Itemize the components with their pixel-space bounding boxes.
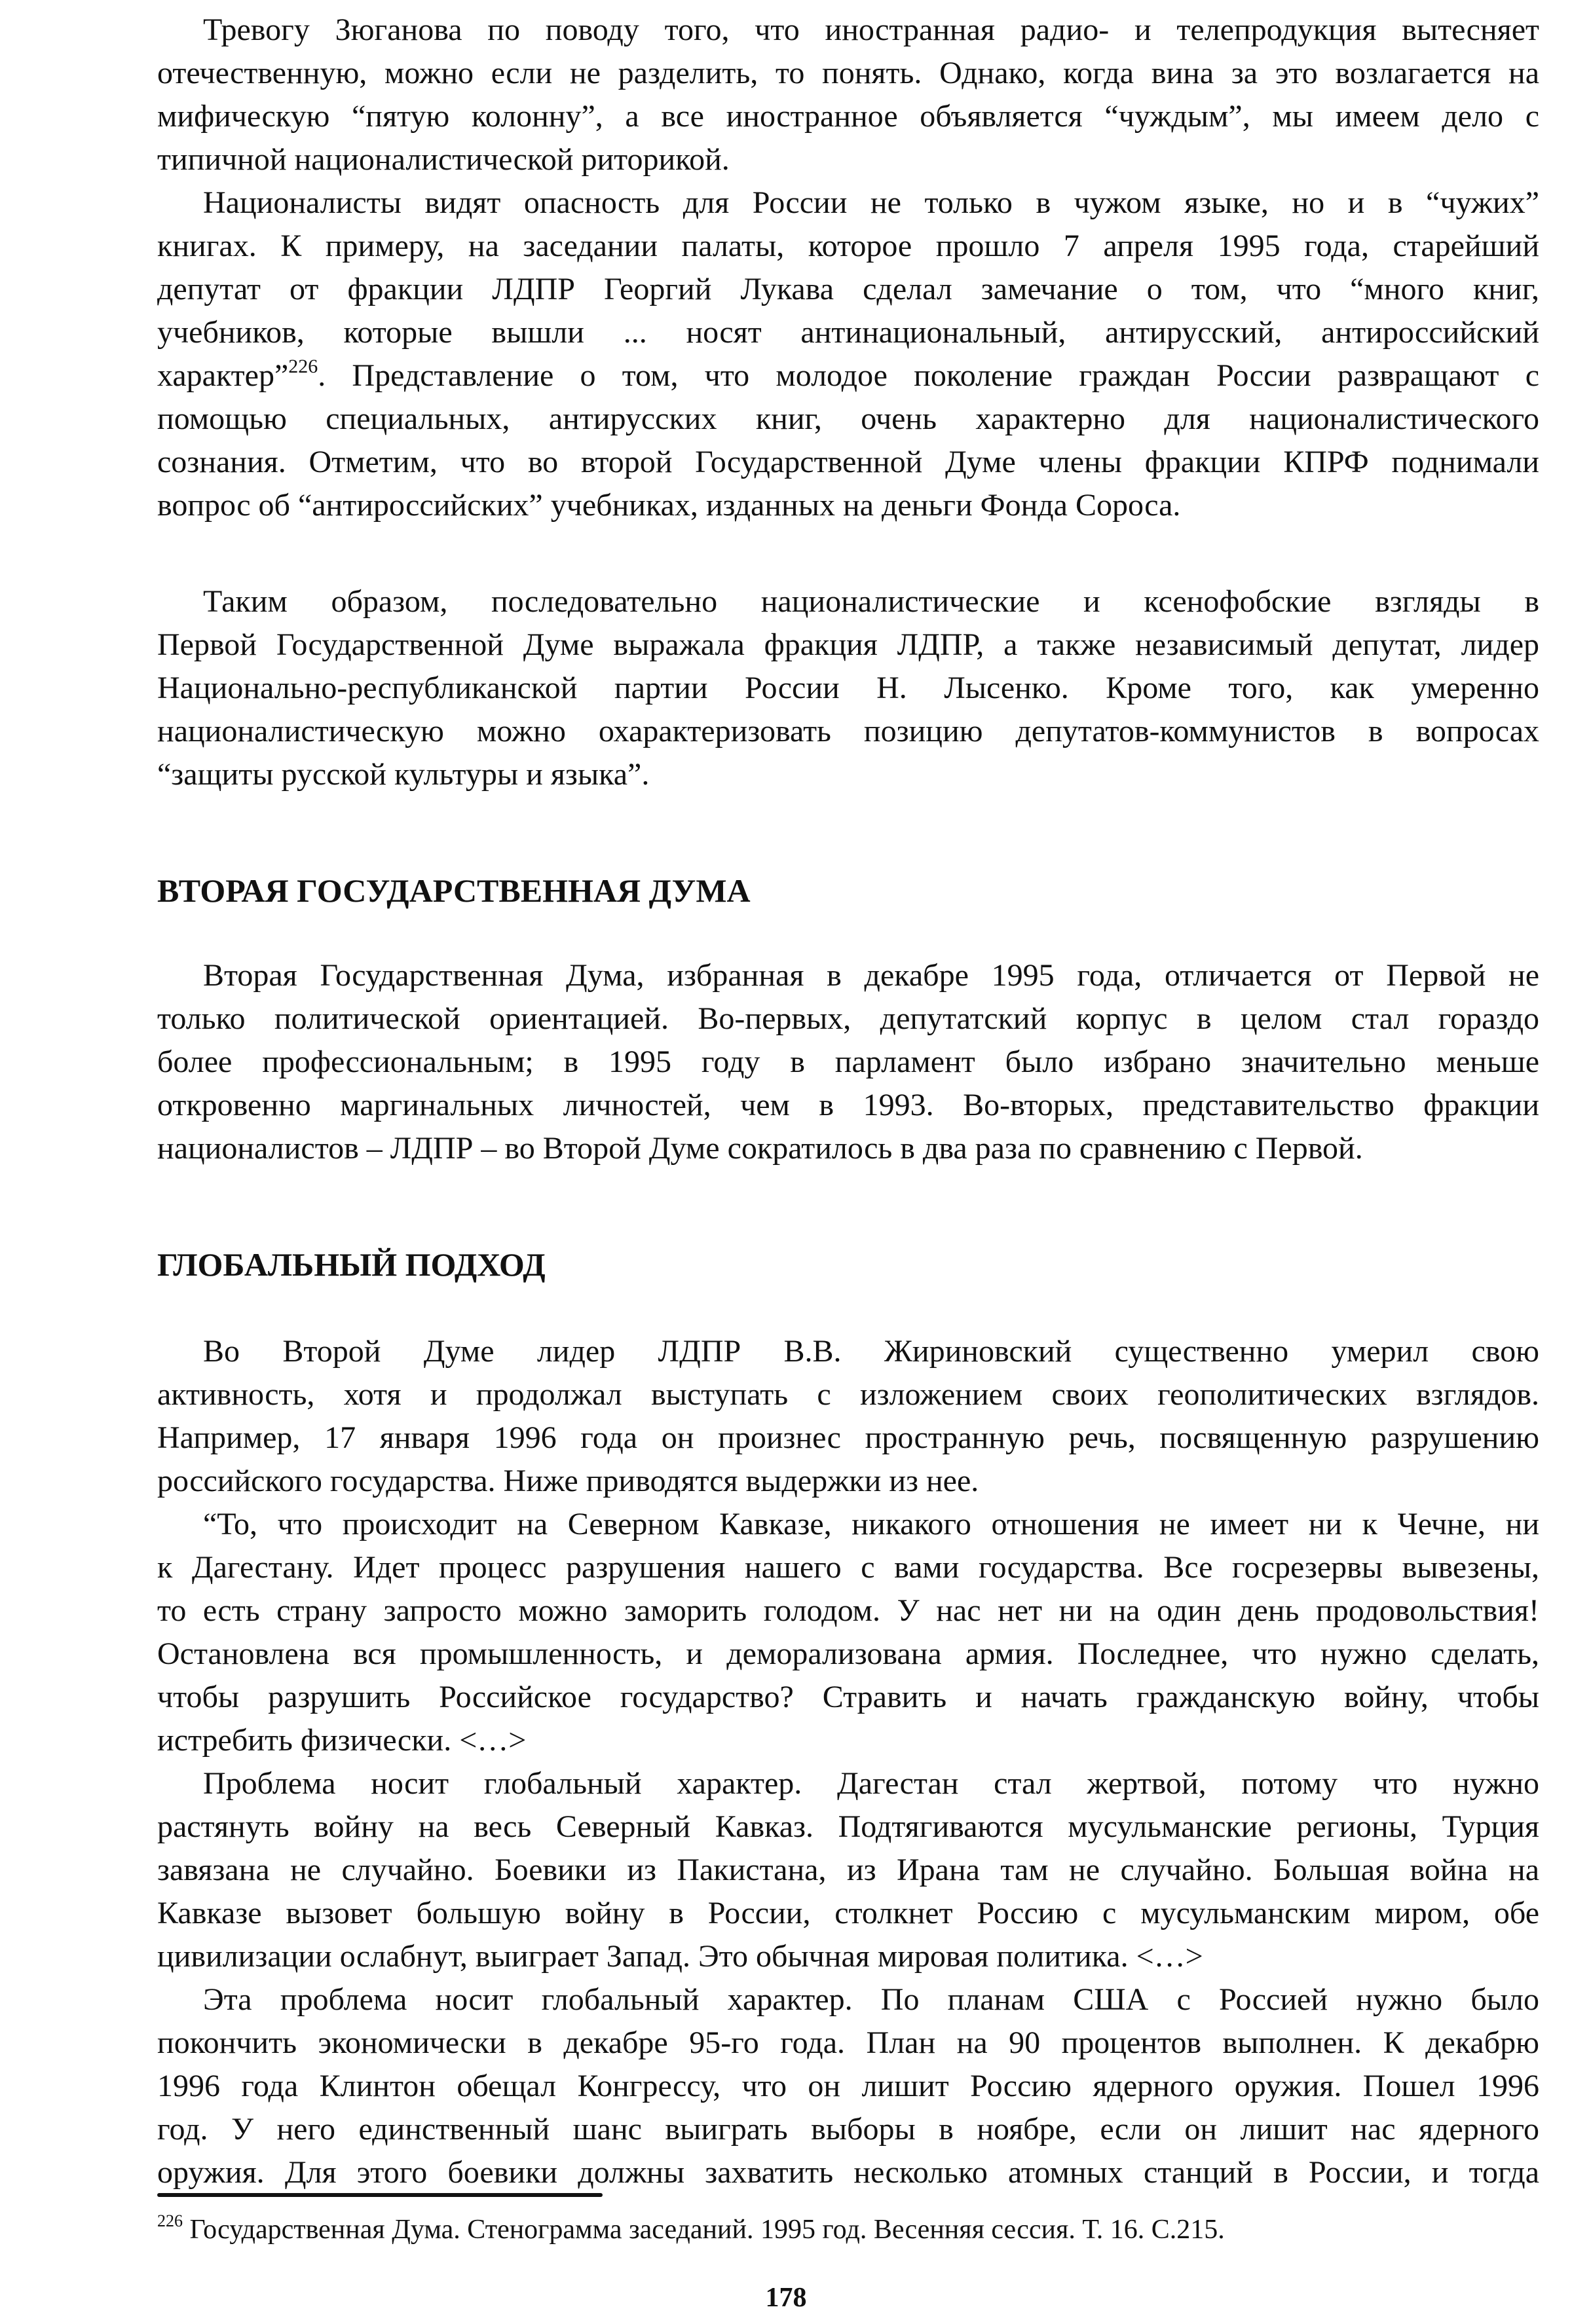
text-line: Таким образом, последовательно националистические и ксенофобские взгляды в [203, 584, 1539, 619]
text-line: Вторая Государственная Дума, избранная в декабре 1995 года, отличается от Первой не [203, 958, 1539, 993]
paragraph [157, 1503, 1539, 1762]
text-line: националистов – ЛДПР – во Второй Думе сократилось в два раза по сравнению с Первой. [157, 1131, 1363, 1166]
footnote-number: 226 [157, 2211, 183, 2230]
text-line: Проблема носит глобальный характер. Дагестан стал жертвой, потому что нужно [203, 1766, 1539, 1801]
text-segment: . Представление о том, что молодое поколение граждан России развращают с [318, 358, 1539, 393]
paragraph [157, 1762, 1539, 1978]
section-heading-second-duma: ВТОРАЯ ГОСУДАРСТВЕННАЯ ДУМА [157, 872, 751, 909]
text-line: растянуть войну на весь Северный Кавказ. Подтягиваются мусульманские регионы, Турция [157, 1809, 1539, 1844]
text-line: националистическую можно охарактеризовать позицию депутатов-коммунистов в вопросах [157, 714, 1539, 748]
text-line: более профессиональным; в 1995 году в парламент было избрано значительно меньше [157, 1044, 1539, 1079]
section-heading-global-approach: ГЛОБАЛЬНЫЙ ПОДХОД [157, 1246, 546, 1283]
paragraph [157, 1330, 1539, 1503]
text-segment: характер” [157, 358, 289, 393]
text-line: вопрос об “антироссийских” учебниках, изданных на деньги Фонда Сороса. [157, 488, 1181, 523]
text-line: помощью специальных, антирусских книг, очень характерно для националистического [157, 401, 1539, 436]
text-block-second-duma [157, 954, 1539, 1170]
paragraph [157, 580, 1539, 796]
text-line: завязана не случайно. Боевики из Пакистана, из Ирана там не случайно. Большая война на [157, 1853, 1539, 1887]
text-line: учебников, которые вышли ... носят антинациональный, антирусский, антироссийский [157, 315, 1539, 350]
paragraph [157, 9, 1539, 181]
text-line: Первой Государственной Думе выражала фракция ЛДПР, а также независимый депутат, лидер [157, 627, 1539, 662]
text-line: откровенно маргинальных личностей, чем в 1993. Во-вторых, представительство фракции [157, 1088, 1539, 1122]
text-line: российского государства. Ниже приводятся выдержки из нее. [157, 1464, 979, 1498]
text-line: Например, 17 января 1996 года он произнес пространную речь, посвященную разрушению [157, 1420, 1539, 1455]
text-line: Кавказе вызовет большую войну в России, столкнет Россию с мусульманским миром, обе [157, 1896, 1539, 1930]
text-line: цивилизации ослабнут, выиграет Запад. Это обычная мировая политика. <…> [157, 1939, 1203, 1974]
text-line: год. У него единственный шанс выиграть выборы в ноябре, если он лишит нас ядерного [157, 2112, 1539, 2147]
text-line: отечественную, можно если не разделить, то понять. Однако, когда вина за это возлагается на [157, 56, 1539, 90]
text-line: активность, хотя и продолжал выступать с изложением своих геополитических взглядов. [157, 1377, 1539, 1412]
text-line: только политической ориентацией. Во-первых, депутатский корпус в целом стал гораздо [157, 1001, 1539, 1036]
text-line: Эта проблема носит глобальный характер. По планам США с Россией нужно было [203, 1982, 1539, 2017]
text-line: к Дагестану. Идет процесс разрушения нашего с вами государства. Все госрезервы вывезены, [157, 1550, 1539, 1585]
text-line: “То, что происходит на Северном Кавказе, никакого отношения не имеет ни к Чечне, ни [203, 1507, 1539, 1541]
text-line: то есть страну запросто можно заморить голодом. У нас нет ни на один день продовольствия! [157, 1593, 1539, 1628]
text-line: типичной националистической риторикой. [157, 142, 730, 177]
footnote-separator [157, 2193, 603, 2197]
text-line [157, 354, 1539, 397]
text-line: книгах. К примеру, на заседании палаты, которое прошло 7 апреля 1995 года, старейший [157, 229, 1539, 263]
text-block-summary [157, 580, 1539, 796]
text-line: истребить физически. <…> [157, 1723, 527, 1758]
text-line: сознания. Отметим, что во второй Государственной Думе члены фракции КПРФ поднимали [157, 445, 1539, 479]
text-line: оружия. Для этого боевики должны захватить несколько атомных станций в России, и тогда [157, 2155, 1539, 2190]
text-line: “защиты русской культуры и языка”. [157, 757, 650, 792]
paragraph [157, 181, 1539, 527]
text-line: Во Второй Думе лидер ЛДПР В.В. Жириновский существенно умерил свою [203, 1334, 1539, 1369]
text-block-global-approach [157, 1330, 1539, 2194]
text-line: Националисты видят опасность для России не только в чужом языке, но и в “чужих” [203, 185, 1539, 220]
text-line: покончить экономически в декабре 95-го года. План на 90 процентов выполнен. К декабрю [157, 2025, 1539, 2060]
text-line: 1996 года Клинтон обещал Конгрессу, что он лишит Россию ядерного оружия. Пошел 1996 [157, 2069, 1539, 2103]
text-line: Тревогу Зюганова по поводу того, что иностранная радио- и телепродукция вытесняет [203, 12, 1539, 47]
text-block-zyuganov [157, 9, 1539, 527]
paragraph [157, 1978, 1539, 2194]
footnote [157, 2210, 1225, 2249]
paragraph [157, 954, 1539, 1170]
text-line: чтобы разрушить Российское государство? Стравить и начать гражданскую войну, чтобы [157, 1680, 1539, 1714]
page-number: 178 [765, 2283, 807, 2313]
text-line: Остановлена вся промышленность, и деморализована армия. Последнее, что нужно сделать, [157, 1636, 1539, 1671]
text-line: мифическую “пятую колонну”, а все иностранное объявляется “чуждым”, мы имеем дело с [157, 99, 1539, 134]
text-line: депутат от фракции ЛДПР Георгий Лукава сделал замечание о том, что “много книг, [157, 272, 1539, 306]
text-line: Национально-республиканской партии России Н. Лысенко. Кроме того, как умеренно [157, 671, 1539, 705]
footnote-reference[interactable]: 226 [288, 356, 318, 377]
footnote-text: Государственная Дума. Стенограмма заседаний. 1995 год. Весенняя сессия. Т. 16. С.215. [189, 2215, 1225, 2245]
